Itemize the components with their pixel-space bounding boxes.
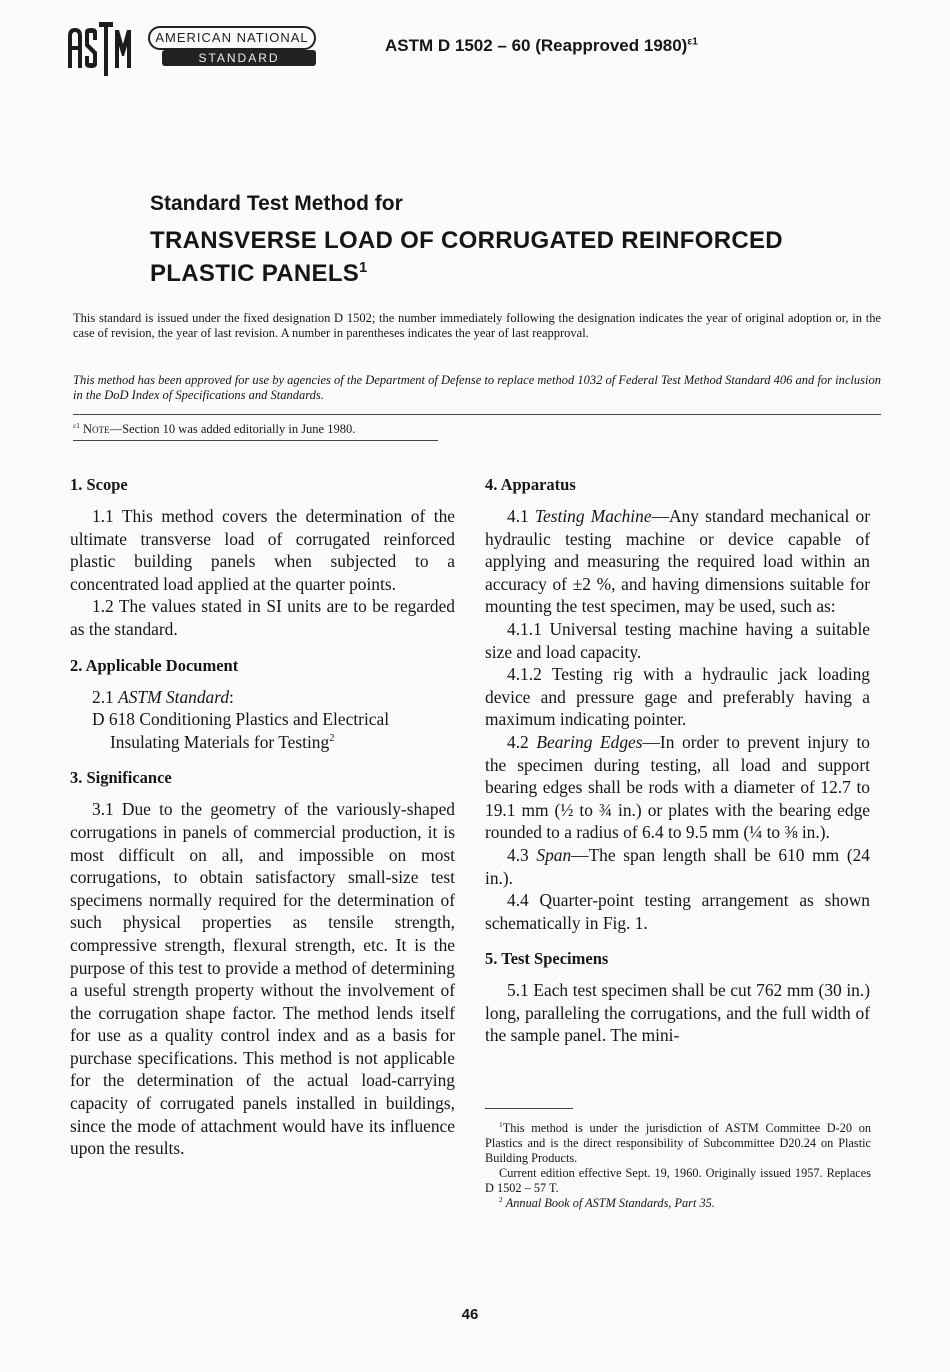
paragraph-4-3-num: 4.3 [507, 844, 537, 865]
title-footnote-ref: 1 [359, 260, 368, 276]
footnote-2 [485, 1196, 871, 1211]
paragraph-4-2-label: Bearing Edges [536, 731, 643, 752]
section-4-heading: 4. Apparatus [485, 475, 576, 494]
right-column [485, 474, 870, 1047]
badge-bottom-text: STANDARD [162, 50, 316, 66]
editorial-note [73, 422, 355, 437]
document-title [150, 224, 850, 290]
referenced-standard-sup: 2 [329, 732, 335, 744]
top-divider [73, 414, 881, 415]
note-label: Note [83, 422, 110, 436]
paragraph-4-2-num: 4.2 [507, 731, 537, 752]
issuance-statement: This standard is issued under the fixed designation D 1502; the number immediately following the designation indicates the year of original adoption or, in the case of revision, the year of last revision. A number in parentheses indicates the year of last reapproval. [73, 311, 881, 340]
left-column [70, 474, 455, 1160]
paragraph-4-3-text: —The span length shall be 610 mm (24 in.). [485, 844, 870, 888]
title-prefix: Standard Test Method for [150, 192, 403, 215]
section-1-heading: 1. Scope [70, 475, 128, 494]
paragraph-4-2-text: —In order to prevent injury to the specimen during testing, all load and support bearing edges shall be rods with a diameter of 12.7 to 19.1 mm (½ to ¾ in.) or plates with the bearing edge rounded to a radius of 6.4 to 9.5 mm (¼ to ⅜ in.). [485, 731, 870, 843]
paragraph-4-1 [485, 505, 870, 618]
document-designation [385, 36, 698, 56]
note-sup: ε1 [73, 420, 80, 430]
section-5-heading: 5. Test Specimens [485, 949, 609, 969]
footnote-1-text: This method is under the jurisdiction of ASTM Committee D-20 on Plastics and is the direct responsibility of Subcommittee D20.24 on Plastic Building Products. [485, 1121, 871, 1165]
note-divider [73, 440, 438, 441]
page-number: 46 [461, 1306, 479, 1323]
footnote-1-b: Current edition effective Sept. 19, 1960. Originally issued 1957. Replaces D 1502 – 57 T. [485, 1166, 871, 1195]
footnote-1-sup: 1 [499, 1119, 503, 1129]
referenced-standard [70, 708, 455, 753]
paragraph-2-1-num: 2.1 [92, 686, 119, 707]
title-text: TRANSVERSE LOAD OF CORRUGATED REINFORCED PLASTIC PANELS [150, 227, 783, 287]
note-text: —Section 10 was added editorially in June 1980. [109, 422, 356, 436]
paragraph-4-4: 4.4 Quarter-point testing arrangement as shown schematically in Fig. 1. [485, 890, 870, 933]
designation-text: ASTM D 1502 – 60 (Reapproved 1980) [385, 36, 688, 55]
paragraph-4-3 [485, 844, 870, 889]
paragraph-4-1-2: 4.1.2 Testing rig with a hydraulic jack loading device and pressure gage and preferably having a maximum indicating pointer. [485, 664, 870, 730]
footnote-2-text: Annual Book of ASTM Standards, Part 35. [505, 1196, 715, 1210]
paragraph-1-1: 1.1 This method covers the determination of the ultimate transverse load of corrugated reinforced plastic building panels when subjected to a concentrated load applied at the quarter points. [70, 506, 455, 594]
footnote-2-sup: 2 [499, 1194, 503, 1204]
paragraph-1-2: 1.2 The values stated in SI units are to be regarded as the standard. [70, 596, 455, 639]
paragraph-4-1-text: —Any standard mechanical or hydraulic testing machine or device capable of applying and measuring the required load within an accuracy of ±2 %, and having dimensions suitable for mounting the test specimen, may be used, such as: [485, 506, 870, 617]
referenced-standard-text: D 618 Conditioning Plastics and Electrical Insulating Materials for Testing [92, 709, 390, 752]
designation-sup: ε1 [687, 36, 698, 48]
paragraph-4-2 [485, 731, 870, 844]
paragraph-2-1-colon: : [229, 686, 234, 707]
astm-logo [66, 18, 132, 80]
footnote-divider [485, 1108, 573, 1109]
paragraph-5-1: 5.1 Each test specimen shall be cut 762 mm (30 in.) long, paralleling the corrugations, and the full width of the sample panel. The mini- [485, 980, 870, 1046]
paragraph-4-1-1: 4.1.1 Universal testing machine having a suitable size and load capacity. [485, 618, 870, 662]
approval-statement: This method has been approved for use by agencies of the Department of Defense to replace method 1032 of Federal Test Method Standard 406 and for inclusion in the DoD Index of Specifications and Standards. [73, 373, 881, 402]
section-3-heading: 3. Significance [70, 768, 172, 788]
paragraph-4-1-label: Testing Machine [534, 506, 652, 526]
american-national-standard-badge [148, 26, 318, 68]
paragraph-2-1-label: ASTM Standard [118, 686, 230, 707]
badge-top-text: AMERICAN NATIONAL [148, 26, 316, 50]
footnote-1 [485, 1121, 871, 1166]
paragraph-2-1 [70, 686, 455, 709]
section-2-heading: 2. Applicable Document [70, 655, 239, 675]
paragraph-4-3-label: Span [536, 844, 572, 865]
paragraph-3-1: 3.1 Due to the geometry of the variously-shaped corrugations in panels of commercial production, it is most difficult on all, and impossible on most corrugations, to obtain satisfactory small-size test specimens normally required for the determination of such physical properties as tensile strength, compressive strength, flexural strength, etc. It is the purpose of this test to provide a method of determining a useful strength property without the involvement of the corrugation shape factor. The method lends itself for use as a quality control index and as a basis for purchase specifications. This method is not applicable for the determination of the actual load-carrying capacity of corrugated panels installed in buildings, since the mode of attachment would have its influence upon the results. [70, 799, 455, 1159]
footnotes [485, 1121, 871, 1211]
paragraph-4-1-num: 4.1 [507, 506, 535, 526]
